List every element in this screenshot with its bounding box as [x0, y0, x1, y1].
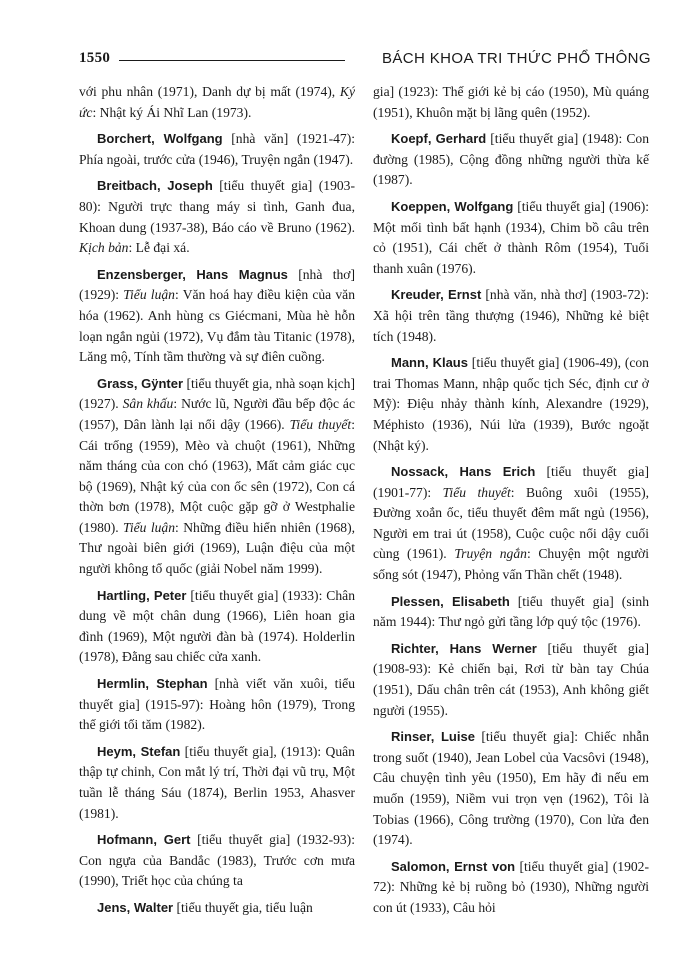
author-name: Enzensberger, Hans Magnus — [97, 266, 288, 282]
entry-text: [nhà văn] (1921-47): Phía ngoài, trước cửa (1946), Truyện ngắn (1947). — [79, 131, 355, 167]
entry-text: [tiểu thuyết gia] (1933): Chân dung về một chân dung (1966), Liên hoan gia đình (1969), Một người đàn bà (1974). Holderlin (1978), Đằng sau chiếc cửa xanh. — [79, 587, 356, 665]
author-entry — [79, 674, 355, 736]
author-entry — [79, 176, 355, 258]
entry-text: : Chuyện một người sống sót (1947), Phỏng vấn Thần chết (1948). — [373, 546, 649, 583]
entry-text: [tiểu thuyết gia] (1908-93): Kẻ chiến bại, Rơi từ bàn tay Chúa (1951), Dấu chân trên cát (1953), Anh không giết người (1955). — [373, 640, 649, 718]
entry-text: gia] (1923): Thế giới kẻ bị cáo (1950), Mù quáng (1951), Khuôn mặt bị lãng quên (1952). — [373, 84, 649, 120]
author-entry — [373, 285, 649, 347]
author-entry — [373, 462, 649, 586]
author-entry — [79, 898, 355, 919]
author-name: Richter, Hans Werner — [391, 640, 537, 656]
left-column — [79, 82, 355, 925]
genre-label: Tiểu luận — [123, 287, 175, 303]
entry-text: : Buông xuôi (1955), Đường xoắn ốc, tiểu thuyết đêm mất ngủ (1956), Người em trai út (1958), Cuộc cuộc nổi dậy cuối cùng (1961). — [373, 484, 649, 562]
entry-text: [tiểu thuyết gia, tiểu luận — [173, 899, 313, 915]
author-name: Koepf, Gerhard — [391, 131, 487, 147]
entry-text: : Nhật ký Ái Nhĩ Lan (1973). — [92, 104, 252, 120]
author-name: Grass, Gÿnter — [97, 375, 184, 391]
entry-text: với phu nhân (1971), Danh dự bị mất (1974), — [79, 84, 340, 99]
author-name: Rinser, Luise — [391, 729, 475, 745]
continued-entry — [373, 82, 649, 123]
genre-label: Tiểu thuyết — [289, 416, 352, 432]
entry-text: [tiểu thuyết gia] (1902-72): Những kẻ bị ruồng bỏ (1930), Những người con út (1933), Câu hỏi — [373, 858, 649, 915]
right-column — [373, 82, 649, 925]
author-name: Hermlin, Stephan — [97, 676, 208, 692]
author-entry — [373, 129, 649, 191]
author-name: Heym, Stefan — [97, 743, 181, 759]
author-entry — [79, 265, 355, 368]
entry-text: [tiểu thuyết gia] (1901-77): — [373, 464, 649, 500]
entry-text: [tiểu thuyết gia, nhà soạn kịch] (1927). — [79, 375, 355, 412]
author-entry — [373, 592, 649, 633]
author-name: Kreuder, Ernst — [391, 287, 482, 303]
page-header — [79, 50, 651, 72]
author-name: Borchert, Wolfgang — [97, 131, 223, 147]
author-entry — [79, 586, 355, 668]
entry-text: : Văn hoá hay điều kiện của văn hóa (1962). Anh hùng cs Giécmani, Mùa hè hỗn loạn ngắn ngủi (1972), Vụ đắm tàu Titanic (1978), Lăng mộ, Tính tầm thường và sự điên cuồng. — [79, 287, 355, 365]
genre-label: Tiểu thuyết — [442, 484, 511, 500]
author-entry — [373, 639, 649, 721]
entry-text: [nhà viết văn xuôi, tiểu thuyết gia] (1915-97): Hoàng hôn (1979), Trong thế giới tối tăm (1982). — [79, 676, 355, 733]
author-entry — [373, 727, 649, 851]
genre-label: Sân khấu — [122, 396, 174, 412]
author-entry — [373, 857, 649, 919]
entry-text: [tiểu thuyết gia], (1913): Quân thập tự chinh, Con mắt lý trí, Thời đại vũ trụ, Một tuần lễ tháng Sáu (1874), Berlin 1953, Ahasver (1981). — [79, 743, 355, 821]
entry-text: [tiểu thuyết gia] (1903-80): Người trực thang máy si tình, Ganh đua, Khoan dung (1937-38), Báo cáo về Bruno (1962). — [79, 178, 356, 235]
author-entry — [79, 129, 355, 170]
author-name: Hartling, Peter — [97, 587, 187, 603]
running-title: BÁCH KHOA TRI THỨC PHỔ THÔNG — [381, 50, 651, 67]
author-name: Mann, Klaus — [391, 355, 468, 371]
genre-label: Tiểu luận — [123, 519, 176, 535]
author-name: Koeppen, Wolfgang — [391, 198, 514, 214]
author-name: Nossack, Hans Erich — [391, 464, 536, 480]
entry-text: : Những điều hiển nhiên (1968), Thư ngoài biên giới (1969), Luận điệu của một người không tổ quốc (giải Nobel năm 1999). — [79, 519, 356, 577]
entry-text: : Cái trống (1959), Mèo và chuột (1961), Những năm tháng của con chó (1963), Mất cảm giác cục bộ (1969), Nhật ký của con ốc sên (1972), Con cá thờn bơn (1978), Một cuộc gặp gỡ ở Westphalie (1980). — [79, 416, 355, 535]
page-number: 1550 — [79, 50, 111, 66]
author-entry — [79, 830, 355, 892]
genre-label: Kịch bản — [79, 240, 129, 256]
entry-text: [nhà văn, nhà thơ] (1903-72): Xã hội trên tầng thượng (1946), Những kẻ biệt tích (1948). — [373, 287, 649, 344]
entry-text: [tiểu thuyết gia]: Chiếc nhẫn trong suốt (1940), Jean Lobel của Vacsôvi (1948), Câu chuyện tình yêu (1950), Em hãy đi nếu em muốn (1959), Niềm vui trọn vẹn (1962), Tôi là Tobias (1966), Công trường (1970), Con lửa đen (1974). — [373, 729, 649, 848]
entry-text: [tiểu thuyết gia] (sinh năm 1944): Thư ngỏ gửi tầng lớp quý tộc (1976). — [373, 593, 649, 630]
author-entry — [79, 374, 355, 580]
genre-label: Truyện ngắn — [454, 546, 527, 562]
author-name: Hofmann, Gert — [97, 832, 191, 848]
continued-entry — [79, 82, 355, 123]
entry-text: [tiểu thuyết gia] (1948): Con đường (1985), Cộng đồng những người thừa kế (1987). — [373, 131, 650, 188]
author-name: Salomon, Ernst von — [391, 858, 516, 874]
header-rule — [119, 60, 345, 61]
author-name: Plessen, Elisabeth — [391, 593, 510, 609]
entry-text: [tiểu thuyết gia] (1906-49), (con trai Thomas Mann, nhập quốc tịch Séc, định cư ở Mỹ): Điệu nhảy thành kính, Alexandre (1929), Méphisto (1936), Núi lửa (1939), Bước ngoặt (Nhật ký). — [373, 355, 649, 453]
author-entry — [79, 742, 355, 824]
entry-text: : Nước lũ, Người đầu bếp độc ác (1957), Dân lành lại nổi dậy (1966). — [79, 396, 356, 432]
author-name: Breitbach, Joseph — [97, 178, 213, 194]
genre-label: Ký ức — [79, 84, 355, 120]
entry-text: [nhà thơ] (1929): — [79, 266, 355, 303]
author-entry — [373, 197, 649, 279]
author-name: Jens, Walter — [97, 899, 174, 915]
entry-text: [tiểu thuyết gia] (1932-93): Con ngựa của Bandắc (1983), Trước cơn mưa (1990), Triết học của chúng ta — [79, 832, 355, 889]
author-entry — [373, 353, 649, 456]
entry-text: : Lễ đại xá. — [128, 240, 190, 256]
entry-text: [tiểu thuyết gia] (1906): Một mối tình bất hạnh (1934), Chim bồ câu trên cỏ (1951), Cái chết ở thành Rôm (1954), Tuổi thanh xuân (1976). — [373, 198, 649, 276]
